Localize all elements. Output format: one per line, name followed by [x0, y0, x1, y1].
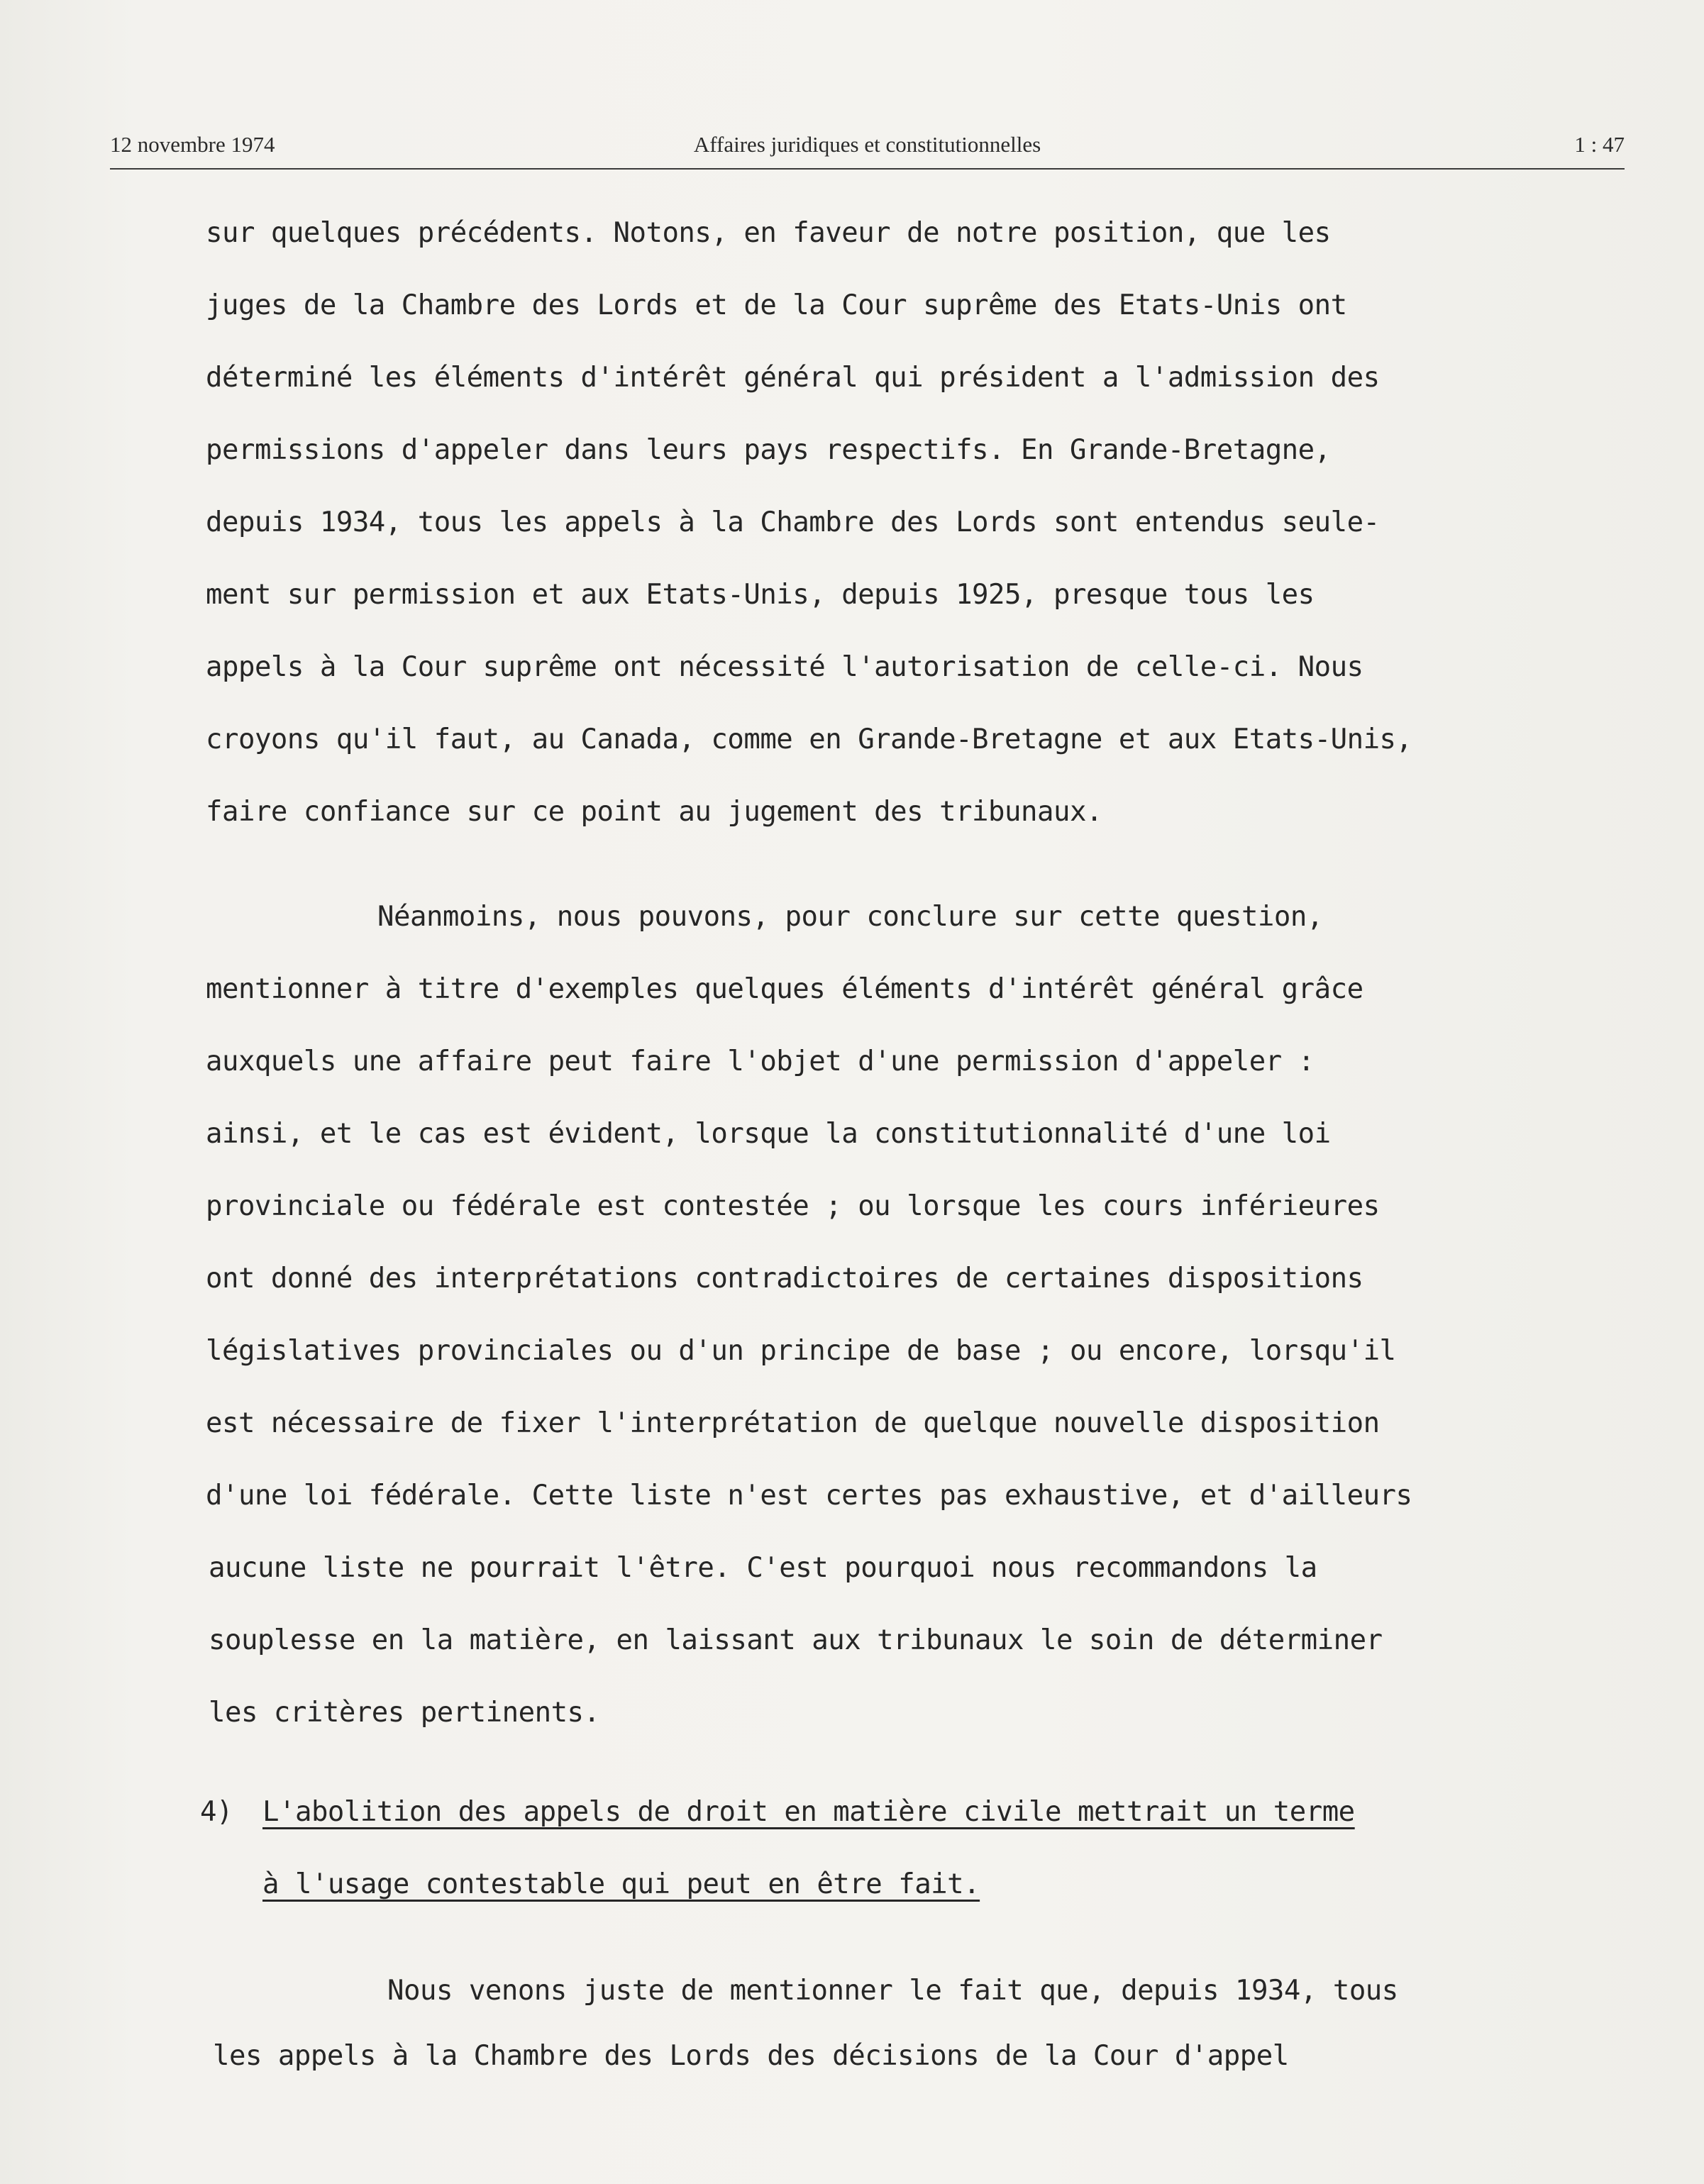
p1-line-8: croyons qu'il faut, au Canada, comme en Grande-Bretagne et aux Etats-Unis, — [206, 724, 1412, 755]
section-4-number: 4) — [200, 1796, 233, 1828]
p2-line-9: d'une loi fédérale. Cette liste n'est certes pas exhaustive, et d'ailleurs — [206, 1480, 1412, 1512]
p1-line-6: ment sur permission et aux Etats-Unis, depuis 1925, presque tous les — [206, 579, 1315, 611]
section-4-heading-line-1: L'abolition des appels de droit en matière civile mettrait un terme — [262, 1796, 1355, 1828]
p1-line-7: appels à la Cour suprême ont nécessité l'autorisation de celle-ci. Nous — [206, 651, 1363, 683]
p2-line-4: ainsi, et le cas est évident, lorsque la constitutionnalité d'une loi — [206, 1118, 1331, 1150]
header-page-number: 1 : 47 — [1574, 132, 1625, 157]
section-4-heading-line-2: à l'usage contestable qui peut en être fait. — [262, 1868, 980, 1900]
header-title: Affaires juridiques et constitutionnelles — [693, 132, 1041, 157]
header-rule — [110, 168, 1625, 170]
p2-line-2: mentionner à titre d'exemples quelques éléments d'intérêt général grâce — [206, 973, 1363, 1005]
p1-line-3: déterminé les éléments d'intérêt général qui président a l'admission des — [206, 362, 1380, 394]
header-date: 12 novembre 1974 — [110, 132, 275, 157]
p2-line-10: aucune liste ne pourrait l'être. C'est pourquoi nous recommandons la — [209, 1552, 1317, 1584]
p1-line-5: depuis 1934, tous les appels à la Chambre des Lords sont entendus seule- — [206, 506, 1380, 538]
p2-line-11: souplesse en la matière, en laissant aux tribunaux le soin de déterminer — [209, 1624, 1383, 1656]
p1-line-2: juges de la Chambre des Lords et de la Cour suprême des Etats-Unis ont — [206, 289, 1347, 321]
p2-line-7: législatives provinciales ou d'un principe de base ; ou encore, lorsqu'il — [206, 1335, 1396, 1367]
p1-line-1: sur quelques précédents. Notons, en faveur de notre position, que les — [206, 217, 1331, 249]
p2-line-8: est nécessaire de fixer l'interprétation de quelque nouvelle disposition — [206, 1407, 1380, 1439]
p3-line-2: les appels à la Chambre des Lords des décisions de la Cour d'appel — [213, 2040, 1289, 2072]
p2-line-12: les critères pertinents. — [209, 1697, 600, 1729]
p2-line-1: Néanmoins, nous pouvons, pour conclure sur cette question, — [377, 901, 1323, 933]
p3-line-1: Nous venons juste de mentionner le fait que, depuis 1934, tous — [387, 1975, 1398, 2007]
page-header — [110, 132, 1625, 163]
p2-line-3: auxquels une affaire peut faire l'objet d'une permission d'appeler : — [206, 1046, 1315, 1077]
p1-line-4: permissions d'appeler dans leurs pays respectifs. En Grande-Bretagne, — [206, 434, 1331, 466]
p2-line-6: ont donné des interprétations contradictoires de certaines dispositions — [206, 1263, 1363, 1295]
p1-line-9: faire confiance sur ce point au jugement des tribunaux. — [206, 796, 1102, 828]
p2-line-5: provinciale ou fédérale est contestée ; ou lorsque les cours inférieures — [206, 1190, 1380, 1222]
